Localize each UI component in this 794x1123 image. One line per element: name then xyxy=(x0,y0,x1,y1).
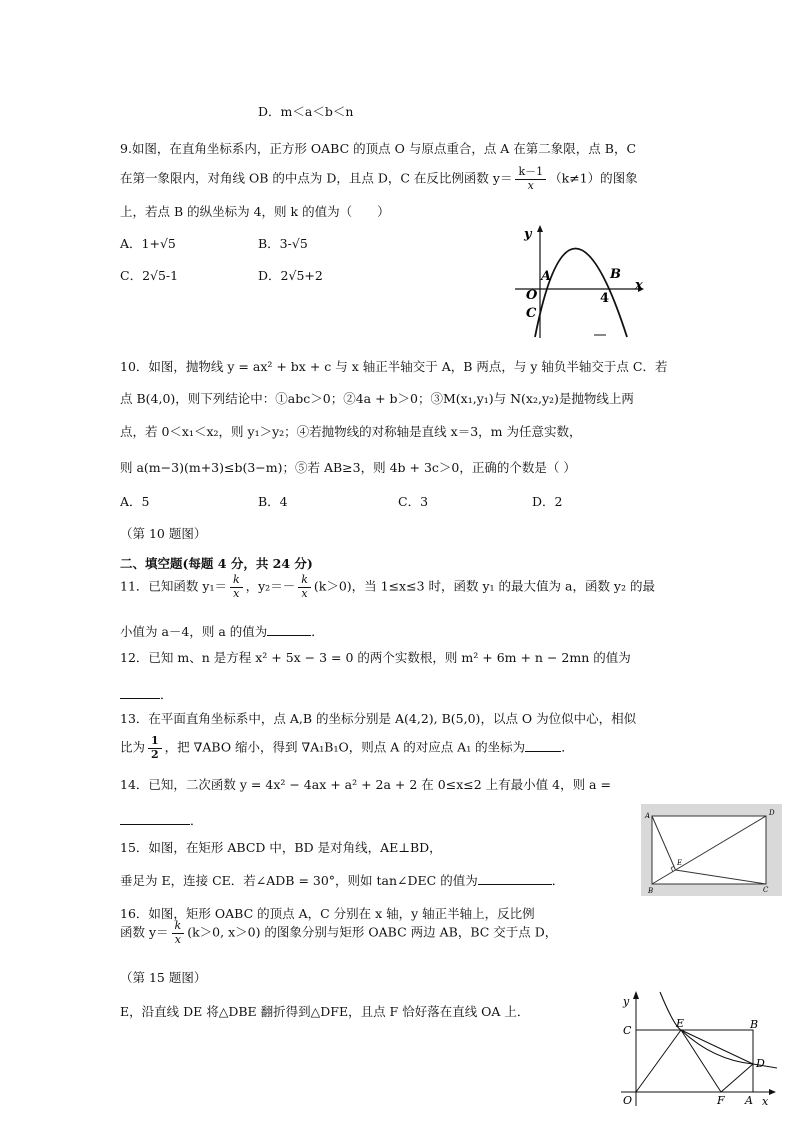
fig16-label-x: x xyxy=(762,1095,769,1108)
q12-answer-blank xyxy=(120,686,160,699)
q11-fraction-1 xyxy=(230,574,243,600)
q9-option-a: A．1+√5 xyxy=(120,236,176,251)
parabola-figure xyxy=(510,222,650,340)
fig16-label-d: D xyxy=(756,1057,765,1070)
q15-text-line2-text: 垂足为 E，连接 CE．若∠ADB = 30°，则如 tan∠DEC 的值为 xyxy=(120,873,478,888)
q15-answer-blank xyxy=(478,872,552,885)
q9-text-line2 xyxy=(120,166,638,192)
fig15-label-e: E xyxy=(677,859,683,867)
q16-text-line2a: 函数 y＝ xyxy=(120,924,169,940)
q11-fraction-2-numerator: k xyxy=(298,574,311,588)
fig16-label-e: E xyxy=(676,1017,685,1030)
q10-caption: （第 10 题图） xyxy=(120,526,207,541)
q11-text-line2-end: ． xyxy=(311,624,324,639)
q10-text-line4: 则 a(m−3)(m+3)≤b(3−m)；⑤若 AB≥3，则 4b + 3c＞0，正确的个数是（ ） xyxy=(120,460,576,475)
q16-fraction xyxy=(172,920,185,946)
parabola-curve xyxy=(535,249,627,338)
segment-oe xyxy=(636,1030,681,1092)
q15-text-line1: 15．如图，在矩形 ABCD 中，BD 是对角线，AE⊥BD， xyxy=(120,840,442,855)
q10-option-a: A．5 xyxy=(120,494,150,509)
fig16-label-b: B xyxy=(750,1018,759,1031)
fig10-label-y: y xyxy=(524,227,532,242)
q11-text-line2-text: 小值为 a－4，则 a 的值为 xyxy=(120,624,268,639)
q13-text-line2a: 比为 xyxy=(120,739,146,755)
fig15-label-b: B xyxy=(648,887,654,895)
q11-text-line1b: ，y₂＝－ xyxy=(245,578,296,594)
q9-option-d: D．2√5+2 xyxy=(258,268,323,283)
q10-text-line2: 点 B(4,0)，则下列结论中：①abc＞0；②4a + b＞0；③M(x₁,y₁)与 N(x₂,y₂)是抛物线上两 xyxy=(120,391,634,406)
q14-answer-blank xyxy=(120,812,190,825)
fig16-label-o: O xyxy=(623,1094,633,1107)
q16-fraction-numerator: k xyxy=(172,920,185,934)
q14-text-line1: 14．已知，二次函数 y = 4x² − 4ax + a² + 2a + 2 在 0≤x≤2 上有最小值 4，则 a = xyxy=(120,777,611,792)
q9-text-line1: 9.如图，在直角坐标系内，正方形 OABC 的顶点 O 与原点重合，点 A 在第二象限，点 B，C xyxy=(120,141,637,156)
q9-text-line2b: （k≠1）的图象 xyxy=(549,170,638,186)
x-axis-arrow xyxy=(769,1089,776,1095)
q10-option-b: B．4 xyxy=(258,494,288,509)
q16-text-line2 xyxy=(120,920,557,946)
q11-text-line1 xyxy=(120,574,655,600)
q13-answer-blank xyxy=(525,739,561,752)
q13-fraction-denominator: 2 xyxy=(151,747,159,761)
q13-fraction-numerator: 1 xyxy=(148,735,162,749)
fig10-label-a: A xyxy=(541,269,552,284)
q9-text-line2a: 在第一象限内，对角线 OB 的中点为 D，且点 D，C 在反比例函数 y＝ xyxy=(120,170,513,186)
q11-answer-blank xyxy=(267,623,311,636)
q9-option-c: C．2√5-1 xyxy=(120,268,179,283)
q13-fraction xyxy=(148,735,162,761)
q8-option-d: D．m＜a＜b＜n xyxy=(258,104,354,119)
fig15-label-d: D xyxy=(769,809,775,817)
q13-text-line2 xyxy=(120,735,574,761)
q11-text-line1c: (k＞0)，当 1≤x≤3 时，函数 y₁ 的最大值为 a，函数 y₂ 的最 xyxy=(313,578,655,594)
q11-fraction-2 xyxy=(298,574,311,600)
fig10-label-b: B xyxy=(610,267,621,282)
q12-text-line1: 12．已知 m、n 是方程 x² + 5x − 3 = 0 的两个实数根，则 m² + 6m + n − 2mn 的值为 xyxy=(120,650,631,665)
q14-text-line2 xyxy=(120,812,203,829)
q12-text-line2 xyxy=(120,686,173,703)
q9-option-b: B．3-√5 xyxy=(258,236,308,251)
y-axis-arrow xyxy=(633,991,639,999)
q9-fraction xyxy=(515,166,546,192)
fig10-label-o: O xyxy=(526,288,538,303)
q9-fraction-denominator: x xyxy=(527,178,534,192)
q11-fraction-2-denominator: x xyxy=(301,586,308,600)
q11-text-line2 xyxy=(120,623,324,640)
q15-caption: （第 15 题图） xyxy=(120,970,207,985)
q11-fraction-1-numerator: k xyxy=(230,574,243,588)
q13-text-line2-end: ． xyxy=(561,739,574,755)
hyperbola-figure xyxy=(613,988,783,1110)
q16-text-line3: E，沿直线 DE 将△DBE 翻折得到△DFE，且点 F 恰好落在直线 OA 上． xyxy=(120,1004,530,1019)
fig10-label-x: x xyxy=(635,278,643,293)
fig10-label-4: 4 xyxy=(600,291,610,306)
fig16-label-c: C xyxy=(623,1024,632,1037)
q10-option-c: C．3 xyxy=(398,494,429,509)
q11-text-line1a: 11．已知函数 y₁＝ xyxy=(120,578,227,594)
y-axis-arrow xyxy=(537,225,543,232)
q15-text-line2 xyxy=(120,872,564,889)
fig15-label-a: A xyxy=(645,812,651,820)
fig16-label-f: F xyxy=(717,1094,725,1107)
fig15-label-c: C xyxy=(763,886,769,894)
q9-fraction-numerator: k－1 xyxy=(515,166,546,180)
q16-text-line2b: (k＞0, x＞0) 的图象分别与矩形 OABC 两边 AB，BC 交于点 D， xyxy=(187,924,558,940)
q16-text-line1: 16．如图，矩形 OABC 的顶点 A，C 分别在 x 轴，y 轴正半轴上，反比例 xyxy=(120,906,535,921)
fig16-label-y: y xyxy=(623,995,630,1008)
fig10-label-c: C xyxy=(526,306,537,321)
q14-text-line2-end: ． xyxy=(190,813,203,828)
q13-text-line1: 13．在平面直角坐标系中，点 A,B 的坐标分别是 A(4,2), B(5,0)，以点 O 为位似中心，相似 xyxy=(120,711,637,726)
q12-text-line2-end: ． xyxy=(160,687,173,702)
fig16-label-a: A xyxy=(745,1094,753,1107)
section-title: 二、填空题(每题 4 分，共 24 分) xyxy=(120,556,313,571)
q11-fraction-1-denominator: x xyxy=(233,586,240,600)
q16-fraction-denominator: x xyxy=(174,932,181,946)
q10-text-line1: 10．如图，抛物线 y = ax² + bx + c 与 x 轴正半轴交于 A，B 两点，与 y 轴负半轴交于点 C．若 xyxy=(120,359,668,374)
q9-text-line3: 上，若点 B 的纵坐标为 4，则 k 的值为（ ） xyxy=(120,204,390,219)
segment-fd xyxy=(721,1064,753,1092)
q13-text-line2b: ，把 ∇ABO 缩小，得到 ∇A₁B₁O，则点 A 的对应点 A₁ 的坐标为 xyxy=(164,739,526,755)
q10-text-line3: 点，若 0＜x₁＜x₂，则 y₁＞y₂；④若抛物线的对称轴是直线 x＝3，m 为任意实数， xyxy=(120,424,582,439)
q15-text-line2-end: ． xyxy=(551,873,565,888)
q10-option-d: D．2 xyxy=(532,494,563,509)
rectangle-figure xyxy=(641,804,782,896)
